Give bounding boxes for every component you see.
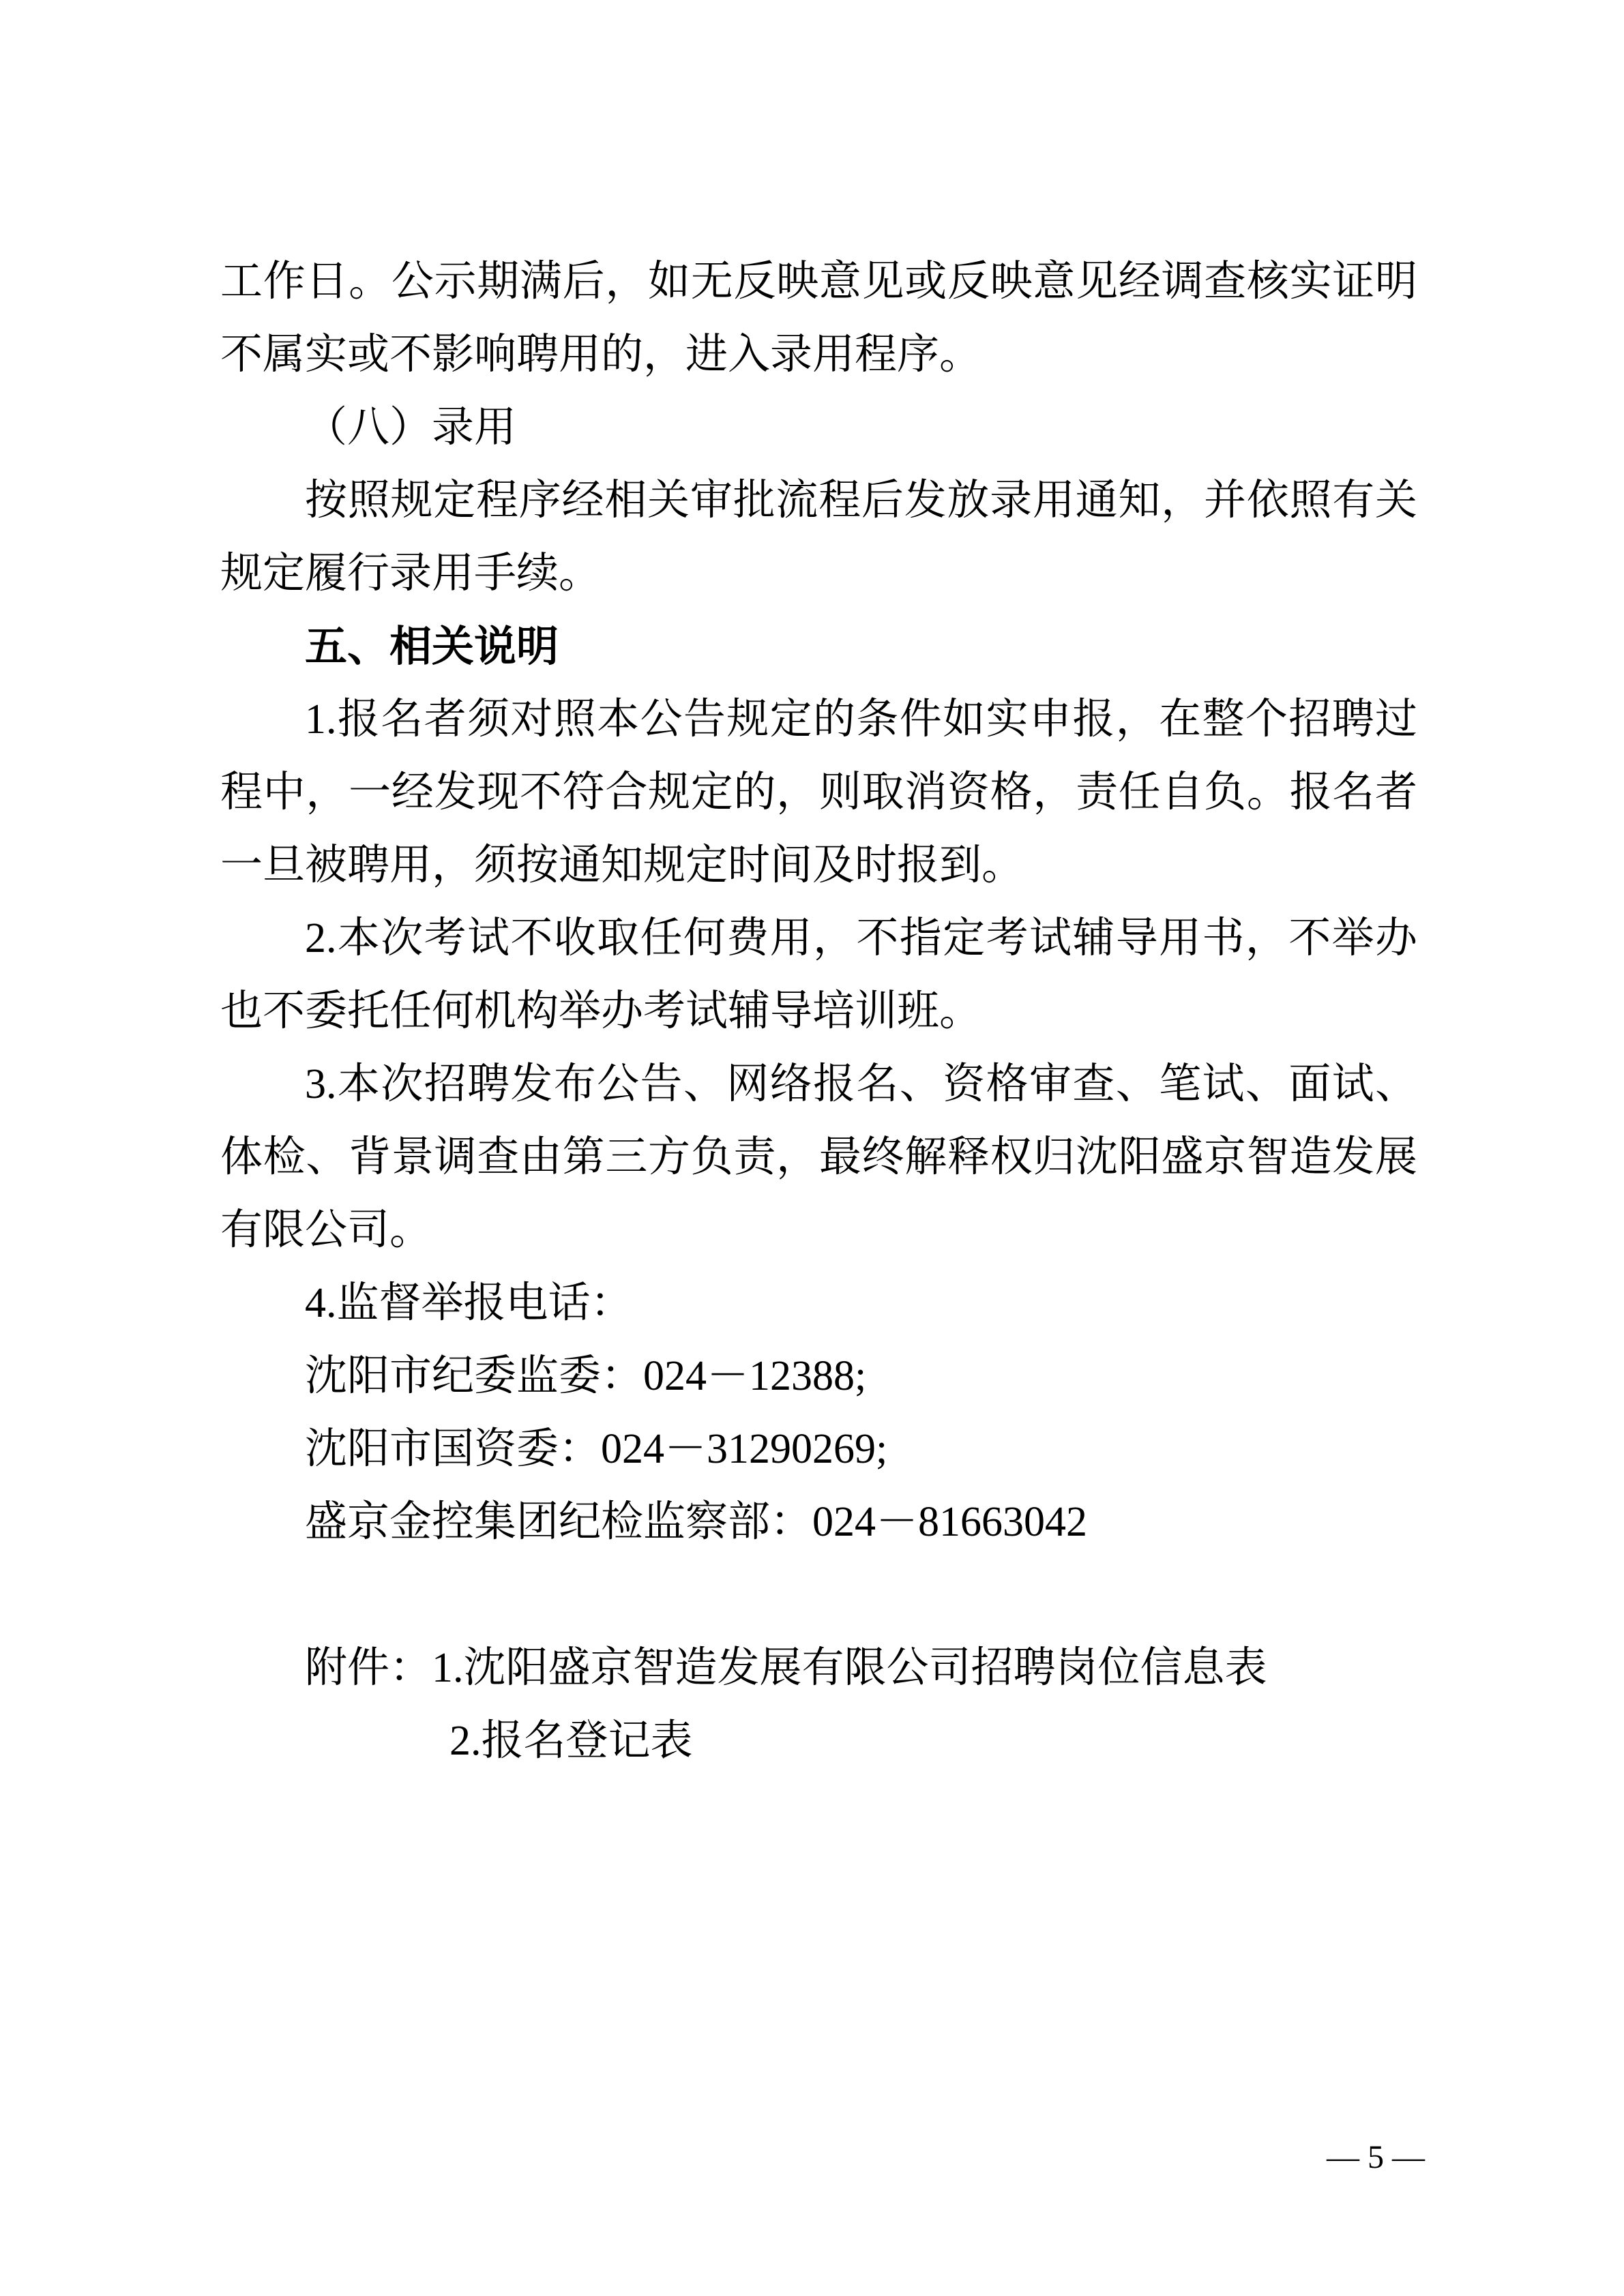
note-2-line-2: 也不委托任何机构举办考试辅导培训班。	[220, 988, 982, 1034]
body-line-enter-procedure: 不属实或不影响聘用的，进入录用程序。	[220, 331, 982, 378]
note-3-line-3: 有限公司。	[220, 1207, 432, 1253]
hotline-city-sasac: 沈阳市国资委：024－31290269;	[305, 1426, 888, 1472]
note-3-line-2: 体检、背景调查由第三方负责，最终解释权归沈阳盛京智造发展	[220, 1134, 1417, 1180]
subsection-heading-hire: （八）录用	[305, 404, 517, 451]
section-heading-notes: 五、相关说明	[305, 623, 559, 670]
note-2-line-1: 2.本次考试不收取任何费用，不指定考试辅导用书，不举办	[305, 915, 1417, 961]
attachment-line-2: 2.报名登记表	[449, 1718, 693, 1764]
body-line-hire-formalities: 规定履行录用手续。	[220, 550, 602, 597]
note-1-line-1: 1.报名者须对照本公告规定的条件如实申报，在整个招聘过	[305, 696, 1417, 743]
hotline-city-discipline: 沈阳市纪委监委：024－12388;	[305, 1353, 867, 1399]
body-line-publicity-result: 工作日。公示期满后，如无反映意见或反映意见经调查核实证明	[220, 258, 1417, 305]
note-3-line-1: 3.本次招聘发布公告、网络报名、资格审查、笔试、面试、	[305, 1061, 1417, 1107]
document-body	[220, 245, 1417, 1778]
hotline-shengjing-group: 盛京金控集团纪检监察部：024－81663042	[305, 1499, 1088, 1545]
body-line-hire-notice: 按照规定程序经相关审批流程后发放录用通知，并依照有关	[305, 477, 1417, 524]
attachment-line-1: 附件：1.沈阳盛京智造发展有限公司招聘岗位信息表	[305, 1645, 1267, 1691]
page-number: — 5 —	[1327, 2139, 1425, 2175]
note-1-line-2: 程中，一经发现不符合规定的，则取消资格，责任自负。报名者	[220, 769, 1417, 816]
note-1-line-3: 一旦被聘用，须按通知规定时间及时报到。	[220, 842, 1024, 889]
blank-line	[220, 1559, 1417, 1632]
note-4-hotline-title: 4.监督举报电话：	[305, 1280, 633, 1326]
